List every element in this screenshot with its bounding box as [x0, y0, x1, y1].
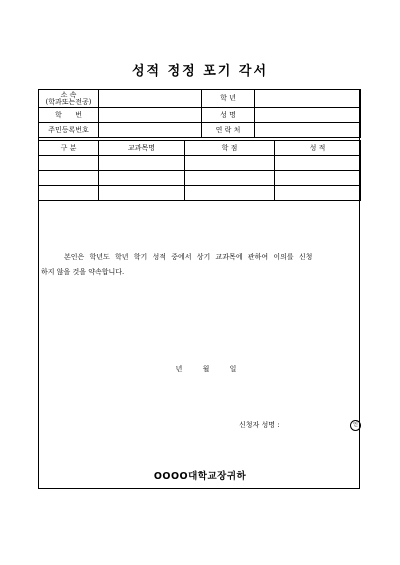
- field-resident-number[interactable]: [99, 123, 202, 138]
- info-row-student-id: [39, 108, 361, 123]
- cell-credits[interactable]: [185, 186, 275, 201]
- cell-grade-result[interactable]: [275, 156, 361, 171]
- pledge-line-1: 본인은 학년도 학년 학기 성적 중에서 상기 교과목에 관하여 이의를 신청: [64, 253, 313, 261]
- label-student-id-b: 번: [75, 110, 82, 119]
- header-course-name: 교과목명: [99, 141, 185, 156]
- field-grade[interactable]: [255, 90, 361, 108]
- field-name[interactable]: [255, 108, 361, 123]
- cell-grade-result[interactable]: [275, 186, 361, 201]
- cell-grade-result[interactable]: [275, 171, 361, 186]
- label-affiliation-main: 소 속: [60, 90, 77, 99]
- info-row-affiliation: [39, 90, 361, 108]
- cell-category[interactable]: [39, 171, 99, 186]
- table-row: [39, 171, 361, 186]
- personal-info-table: [38, 89, 361, 138]
- course-table: [38, 140, 361, 201]
- form-frame: [38, 89, 360, 489]
- label-affiliation: [39, 90, 99, 108]
- course-table-header: [39, 141, 361, 156]
- cell-course-name[interactable]: [99, 186, 185, 201]
- cell-course-name[interactable]: [99, 171, 185, 186]
- table-row: [39, 186, 361, 201]
- info-row-resident-number: [39, 123, 361, 138]
- recipient-line: OOOO대학교장귀하: [153, 471, 247, 482]
- label-name: 성 명: [202, 108, 255, 123]
- field-contact[interactable]: [255, 123, 361, 138]
- header-grade-result: 성 적: [275, 141, 361, 156]
- date-line: [39, 364, 361, 374]
- cell-credits[interactable]: [185, 156, 275, 171]
- cell-category[interactable]: [39, 186, 99, 201]
- pledge-statement: [39, 250, 361, 280]
- label-student-id-a: 학: [55, 110, 62, 119]
- date-year-label: 년: [175, 365, 183, 373]
- cell-category[interactable]: [39, 156, 99, 171]
- header-credits: 학 점: [185, 141, 275, 156]
- field-student-id[interactable]: [99, 108, 202, 123]
- label-affiliation-sub: (학과또는전공): [45, 97, 92, 106]
- document-title: 성적 정정 포기 각서: [131, 64, 269, 79]
- label-grade: 학 년: [202, 90, 255, 108]
- label-resident-number: 주민등록번호: [39, 123, 99, 138]
- field-affiliation[interactable]: [99, 90, 202, 108]
- label-contact: 연 락 처: [202, 123, 255, 138]
- date-month-label: 월: [202, 365, 210, 373]
- cell-credits[interactable]: [185, 171, 275, 186]
- pledge-line-2: 하지 않을 것을 약속합니다.: [41, 268, 125, 276]
- cell-course-name[interactable]: [99, 156, 185, 171]
- applicant-signature: [239, 420, 359, 430]
- label-student-id: [39, 108, 99, 123]
- applicant-name-label: 신청자 성명 :: [239, 421, 280, 429]
- date-day-label: 일: [229, 365, 237, 373]
- header-category: 구 분: [39, 141, 99, 156]
- table-row: [39, 156, 361, 171]
- seal-icon: 인: [350, 420, 361, 431]
